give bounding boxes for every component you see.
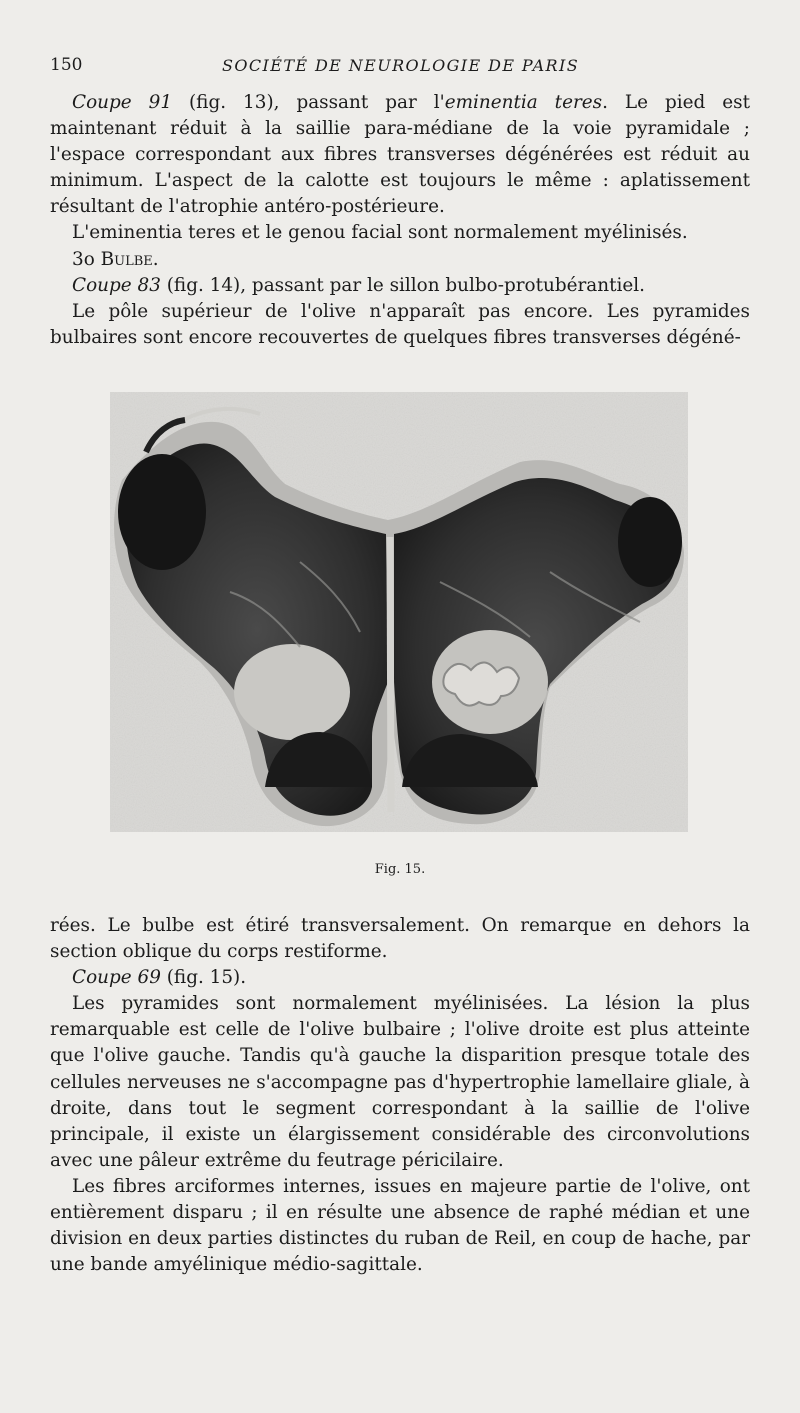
- section-ref: Coupe 69: [72, 967, 161, 989]
- fig-ref: (fig. 13), passant par l': [172, 92, 445, 113]
- paragraph-coupe-83: [50, 273, 750, 299]
- paragraph-fibres-arciformes: Les fibres arciformes internes, issues en majeure partie de l'olive, ont entièrement disparu ; il en résulte une absence de raphé médian et une division en deux parties distinctes du ruban de Reil, en coup de hache, par une bande amyélinique médio-sagittale.: [50, 1175, 750, 1276]
- text-block-top: [50, 90, 750, 351]
- text-block-bottom: [50, 913, 750, 1278]
- running-title: SOCIÉTÉ DE NEUROLOGIE DE PARIS: [222, 56, 580, 75]
- paragraph-pyramides: Les pyramides sont normalement myélinisées. La lésion la plus remarquable est celle de l'olive bulbaire ; l'olive droite est plus atteinte que l'olive gauche. Tandis qu'à gauche la disparition presque totale des cellules nerveuses ne s'accompagne pas d'hypertrophie lamellaire gliale, à droite, dans tout le segment correspondant à la saillie de l'olive principale, il existe un élargissement considérable des circonvolutions avec une pâleur extrême du feutrage péricilaire.: [50, 993, 750, 1171]
- section-ref: Coupe 83: [72, 274, 161, 296]
- figure-caption: Fig. 15.: [374, 862, 426, 877]
- paragraph-text: (fig. 15).: [160, 967, 247, 989]
- section-number: 3o: [72, 248, 101, 270]
- paragraph-eminentia: L'eminentia teres et le genou facial sont normalement myélinisés.: [72, 222, 688, 244]
- paragraph-continued: rées. Le bulbe est étiré transversalement. On remarque en dehors la section oblique du corps restiforme.: [50, 915, 750, 963]
- median-raphe-band: [390, 537, 391, 812]
- paragraph-coupe-69: [50, 965, 750, 991]
- paragraph-text: . Le pied est maintenant réduit à la saillie para-médiane de la voie pyramidale ; l'espace correspondant aux fibres transverses dégénérées est réduit au minimum. L'aspect de la calotte est toujours le même : aplatissement résultant de l'atrophie antéro-postérieure.: [50, 92, 750, 218]
- paragraph-text: (fig. 14), passant par le sillon bulbo-protubérantiel.: [160, 274, 645, 296]
- term: eminentia teres: [444, 92, 603, 113]
- right-restiform-body: [618, 497, 682, 587]
- section-ref: Coupe 91: [72, 92, 173, 113]
- paragraph-pole-superieur: Le pôle supérieur de l'olive n'apparaît pas encore. Les pyramides bulbaires sont encore recouvertes de quelques fibres transverses dégéné-: [50, 300, 750, 348]
- left-restiform-body: [118, 454, 206, 570]
- section-title: Bulbe.: [100, 248, 159, 270]
- paragraph-coupe-91: [50, 90, 750, 220]
- page-number: 150: [50, 55, 83, 75]
- figure-15-brainstem-section: [110, 392, 688, 832]
- section-heading-bulbe: [50, 247, 750, 273]
- histology-photo: [110, 392, 688, 832]
- page-header: [0, 0, 800, 100]
- left-olive: [234, 644, 350, 740]
